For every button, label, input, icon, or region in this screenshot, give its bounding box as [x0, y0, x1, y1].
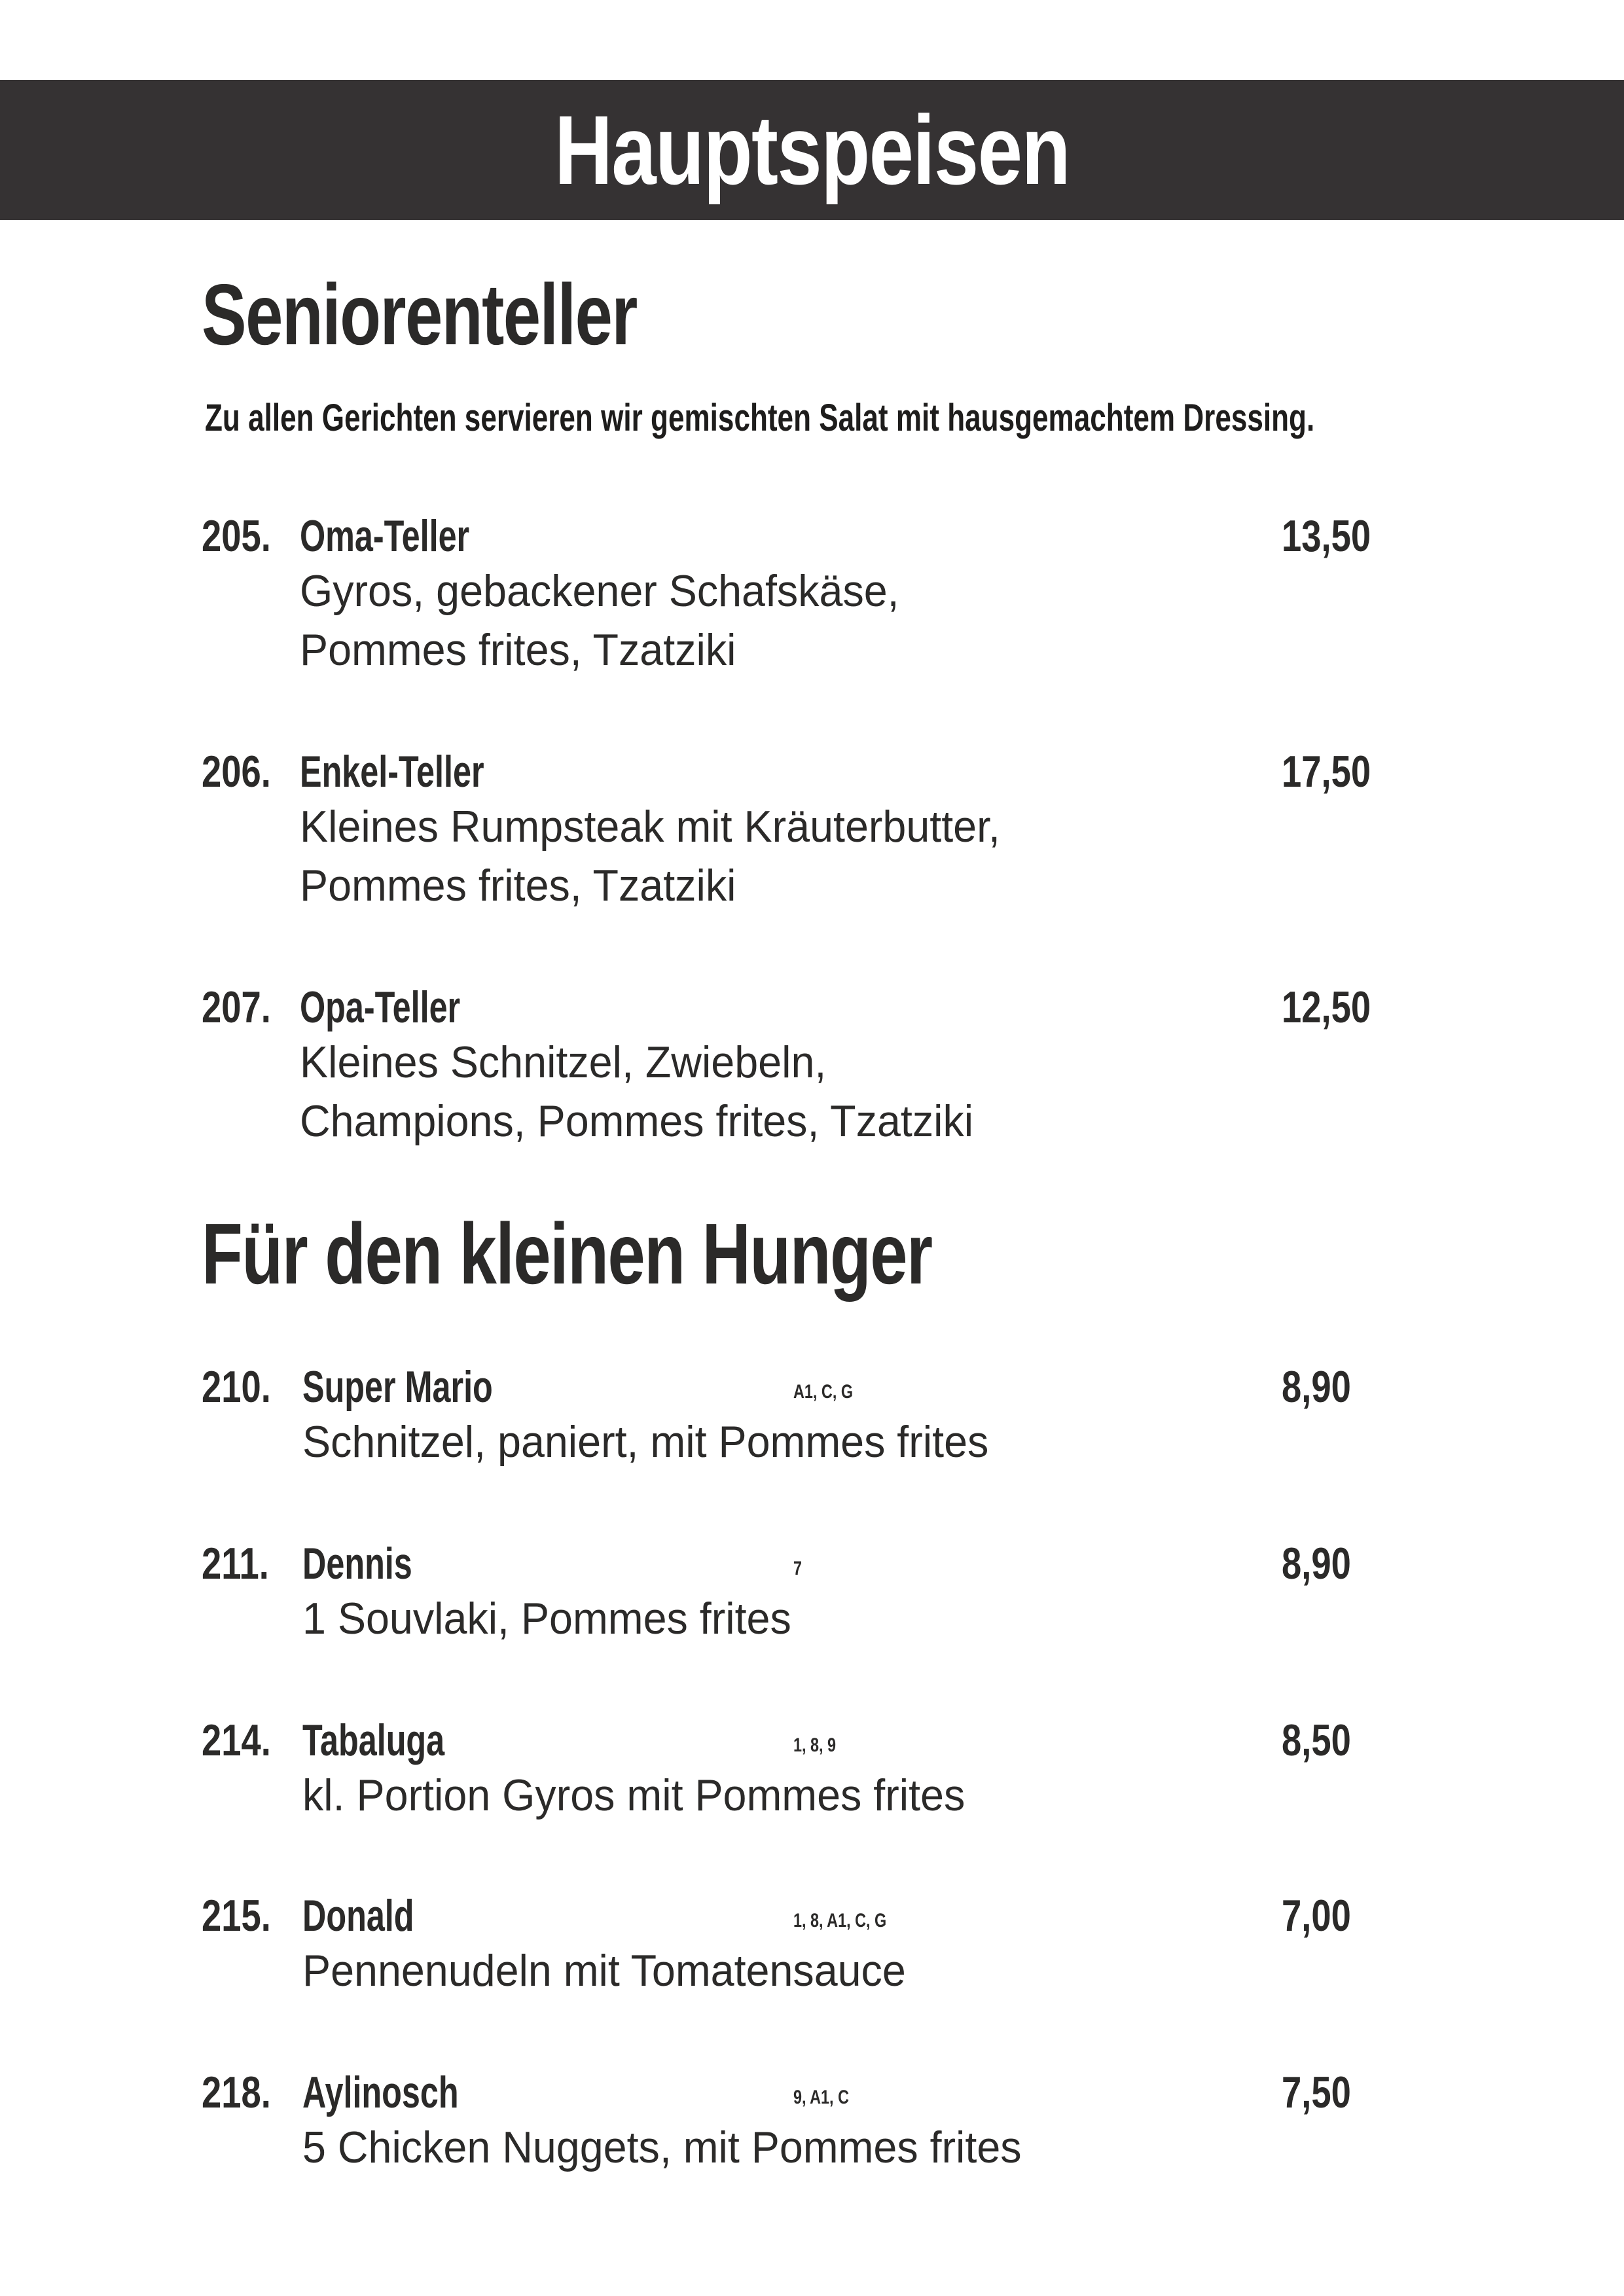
- item-allergens: 1, 8, A1, C, G: [793, 1910, 887, 1931]
- item-number: 207.: [202, 982, 271, 1032]
- item-price: 8,90: [1282, 1362, 1351, 1412]
- item-description: [302, 1941, 906, 2000]
- item-name: Aylinosch: [302, 2068, 459, 2117]
- item-description-line: Kleines Schnitzel, Zwiebeln,: [300, 1037, 827, 1087]
- item-price: 8,90: [1282, 1539, 1351, 1588]
- item-name: Oma-Teller: [300, 511, 470, 561]
- item-description-line: Pennenudeln mit Tomatensauce: [302, 1946, 906, 1996]
- item-number: 218.: [202, 2068, 271, 2117]
- item-name: Super Mario: [302, 1362, 493, 1412]
- page-title: Hauptspeisen: [554, 95, 1070, 205]
- section-title-seniorenteller: Seniorenteller: [202, 266, 637, 363]
- item-number: 215.: [202, 1891, 271, 1941]
- top-line: [0, 0, 1624, 3]
- item-description-line: kl. Portion Gyros mit Pommes frites: [302, 1770, 965, 1820]
- section-title-kleiner-hunger: Für den kleinen Hunger: [202, 1206, 932, 1302]
- section-note: Zu allen Gerichten servieren wir gemischten Salat mit hausgemachtem Dressing.: [205, 397, 1315, 439]
- item-description: [302, 1412, 988, 1471]
- item-price: 7,50: [1282, 2068, 1351, 2117]
- item-description-line: Gyros, gebackener Schafskäse,: [300, 566, 899, 616]
- item-number: 205.: [202, 511, 271, 561]
- item-allergens: 9, A1, C: [793, 2087, 849, 2108]
- item-description: [302, 2118, 1022, 2177]
- item-price: 12,50: [1282, 982, 1371, 1032]
- item-number: 214.: [202, 1715, 271, 1765]
- item-description-line: Champions, Pommes frites, Tzatziki: [300, 1096, 974, 1146]
- item-description-line: 5 Chicken Nuggets, mit Pommes frites: [302, 2123, 1022, 2172]
- item-number: 211.: [202, 1539, 269, 1588]
- item-description-line: 1 Souvlaki, Pommes frites: [302, 1594, 791, 1643]
- item-allergens: A1, C, G: [793, 1381, 854, 1403]
- item-price: 8,50: [1282, 1715, 1351, 1765]
- item-description-line: Kleines Rumpsteak mit Kräuterbutter,: [300, 802, 1000, 852]
- item-price: 13,50: [1282, 511, 1371, 561]
- item-name: Enkel-Teller: [300, 747, 484, 797]
- item-name: Opa-Teller: [300, 982, 461, 1032]
- item-price: 7,00: [1282, 1891, 1351, 1941]
- item-name: Donald: [302, 1891, 414, 1941]
- item-allergens: 1, 8, 9: [793, 1734, 837, 1756]
- item-name: Tabaluga: [302, 1715, 445, 1765]
- item-number: 210.: [202, 1362, 271, 1412]
- item-price: 17,50: [1282, 747, 1371, 797]
- item-description-line: Pommes frites, Tzatziki: [300, 861, 736, 910]
- item-description: [302, 1766, 965, 1825]
- item-description: [300, 1033, 973, 1151]
- item-description-line: Pommes frites, Tzatziki: [300, 625, 736, 675]
- item-name: Dennis: [302, 1539, 412, 1588]
- item-description: [300, 562, 899, 679]
- item-description: [300, 797, 1000, 915]
- item-number: 206.: [202, 747, 271, 797]
- item-description-line: Schnitzel, paniert, mit Pommes frites: [302, 1417, 989, 1467]
- item-allergens: 7: [793, 1558, 803, 1579]
- item-description: [302, 1589, 791, 1648]
